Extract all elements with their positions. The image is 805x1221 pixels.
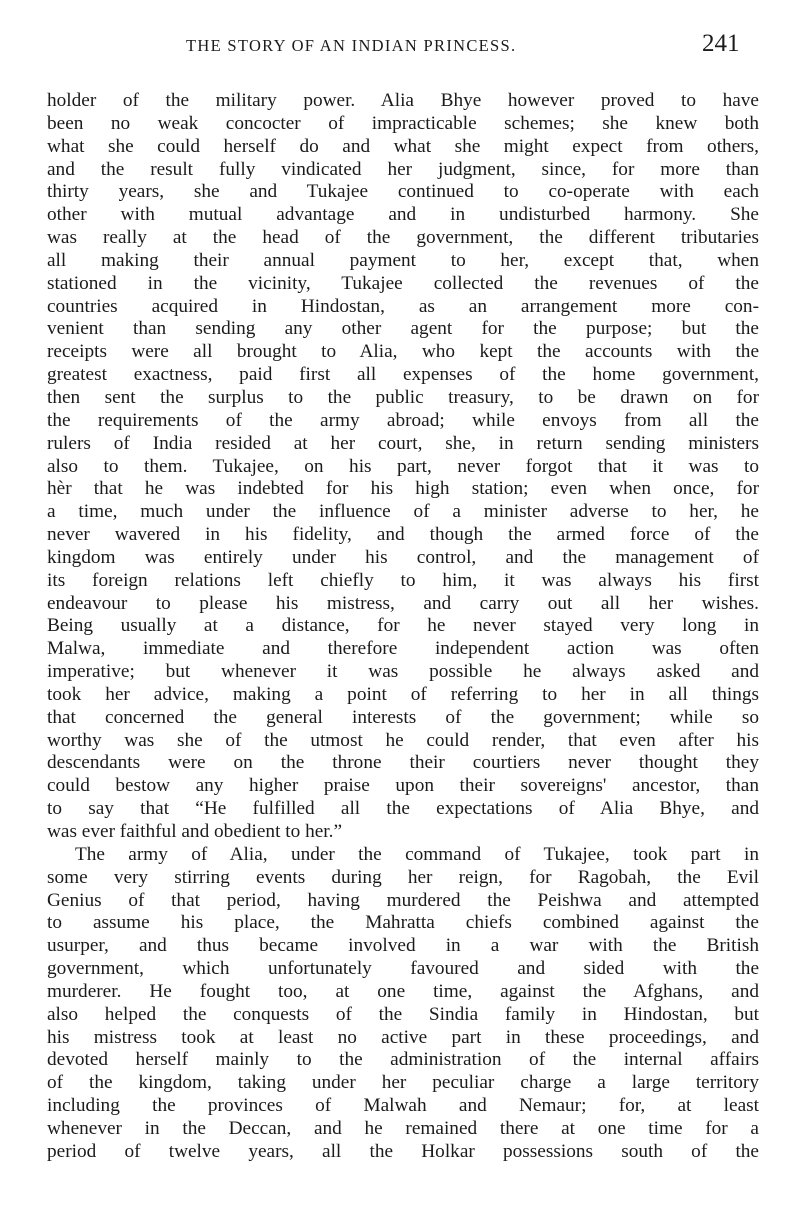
text-line: could bestow any higher praise upon their sovereigns' ancestor, than — [47, 775, 759, 797]
text-line: usurper, and thus became involved in a war with the British — [47, 935, 759, 957]
text-line: thirty years, she and Tukajee continued to co-operate with each — [47, 181, 759, 203]
body-text — [47, 90, 759, 1164]
text-line: countries acquired in Hindostan, as an arrangement more con- — [47, 295, 759, 317]
text-line: worthy was she of the utmost he could render, that even after his — [47, 729, 759, 751]
text-line: what she could herself do and what she might expect from others, — [47, 135, 759, 157]
text-line: stationed in the vicinity, Tukajee collected the revenues of the — [47, 272, 759, 294]
text-line: Genius of that period, having murdered the Peishwa and attempted — [47, 889, 759, 911]
page-header — [0, 30, 805, 64]
text-line: to say that “He fulfilled all the expectations of Alia Bhye, and — [47, 798, 759, 820]
paragraph — [47, 90, 759, 844]
text-line: whenever in the Deccan, and he remained there at one time for a — [47, 1117, 759, 1139]
text-line: to assume his place, the Mahratta chiefs combined against the — [47, 912, 759, 934]
text-line: a time, much under the influence of a minister adverse to her, he — [47, 501, 759, 523]
text-line: then sent the surplus to the public treasury, to be drawn on for — [47, 386, 759, 408]
text-line: greatest exactness, paid first all expenses of the home government, — [47, 364, 759, 386]
text-line: was ever faithful and obedient to her.” — [47, 821, 342, 842]
text-line: receipts were all brought to Alia, who kept the accounts with the — [47, 341, 759, 363]
running-title: THE STORY OF AN INDIAN PRINCESS. — [186, 36, 517, 55]
text-line: all making their annual payment to her, except that, when — [47, 249, 759, 271]
text-line: descendants were on the throne their courtiers never thought they — [47, 752, 759, 774]
text-line: took her advice, making a point of referring to her in all things — [47, 683, 759, 705]
text-line: his mistress took at least no active part in these proceedings, and — [47, 1026, 759, 1048]
text-line: endeavour to please his mistress, and carry out all her wishes. — [47, 592, 759, 614]
text-line: rulers of India resided at her court, she, in return sending ministers — [47, 432, 759, 454]
text-line: that concerned the general interests of the government; while so — [47, 706, 759, 728]
text-line: devoted herself mainly to the administration of the internal affairs — [47, 1049, 759, 1071]
text-line: been no weak concocter of impracticable schemes; she knew both — [47, 112, 759, 134]
text-line: kingdom was entirely under his control, and the management of — [47, 546, 759, 568]
text-line: some very stirring events during her reign, for Ragobah, the Evil — [47, 866, 759, 888]
text-line: holder of the military power. Alia Bhye however proved to have — [47, 90, 759, 111]
page-number: 241 — [702, 30, 740, 57]
text-line: hèr that he was indebted for his high station; even when once, for — [47, 478, 759, 500]
text-line: also helped the conquests of the Sindia family in Hindostan, but — [47, 1003, 759, 1025]
text-line: The army of Alia, under the command of Tukajee, took part in — [75, 843, 759, 865]
text-line: its foreign relations left chiefly to him, it was always his first — [47, 569, 759, 591]
text-line: other with mutual advantage and in undisturbed harmony. She — [47, 204, 759, 226]
text-line: including the provinces of Malwah and Nemaur; for, at least — [47, 1095, 759, 1117]
text-line: and the result fully vindicated her judgment, since, for more than — [47, 158, 759, 180]
text-line: never wavered in his fidelity, and though the armed force of the — [47, 524, 759, 546]
text-line: the requirements of the army abroad; while envoys from all the — [47, 409, 759, 431]
text-line: was really at the head of the government, the different tributaries — [47, 227, 759, 249]
text-line: period of twelve years, all the Holkar possessions south of the — [47, 1140, 759, 1162]
text-line: also to them. Tukajee, on his part, never forgot that it was to — [47, 455, 759, 477]
text-line: venient than sending any other agent for the purpose; but the — [47, 318, 759, 340]
text-line: imperative; but whenever it was possible he always asked and — [47, 661, 759, 683]
text-line: murderer. He fought too, at one time, against the Afghans, and — [47, 980, 759, 1002]
text-line: government, which unfortunately favoured and sided with the — [47, 958, 759, 980]
text-line: of the kingdom, taking under her peculiar charge a large territory — [47, 1072, 759, 1094]
paragraph — [47, 844, 759, 1164]
text-line: Malwa, immediate and therefore independent action was often — [47, 638, 759, 660]
text-line: Being usually at a distance, for he never stayed very long in — [47, 615, 759, 637]
